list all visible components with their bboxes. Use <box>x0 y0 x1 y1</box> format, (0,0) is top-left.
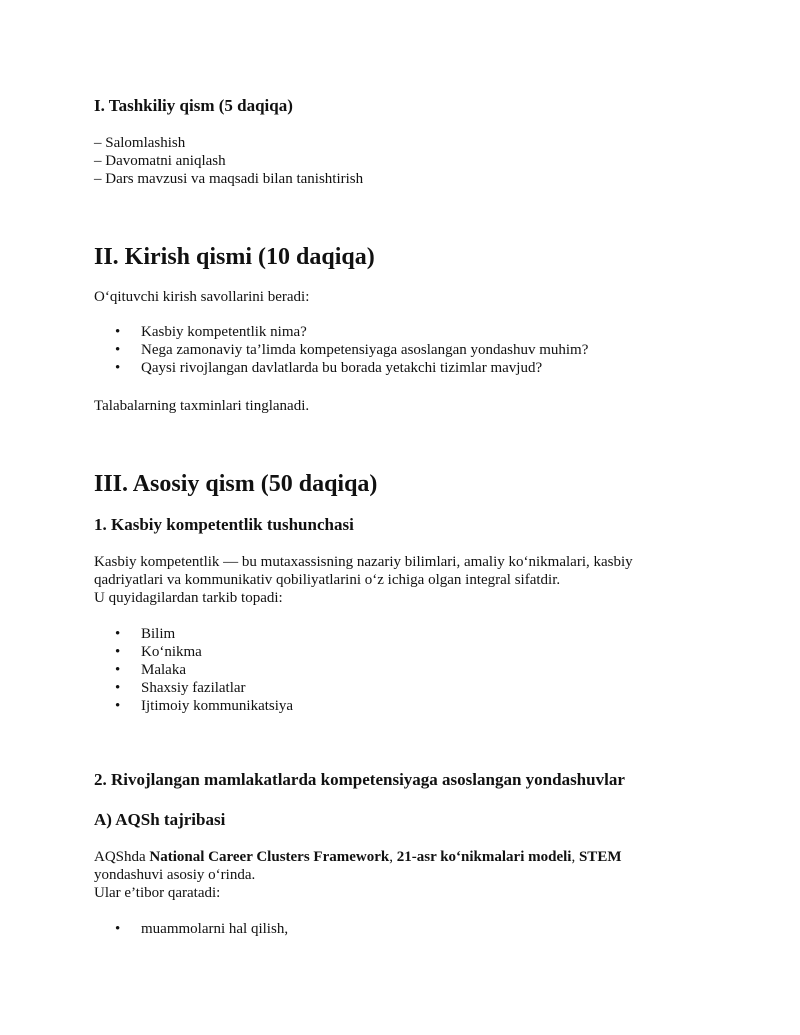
list-item: • Ko‘nikma <box>94 643 706 661</box>
list-item: • muammolarni hal qilish, <box>94 920 706 938</box>
list-item: • Shaxsiy fazilatlar <box>94 679 706 697</box>
section-2-intro-block <box>94 288 706 306</box>
bold-term: STEM <box>578 849 622 865</box>
section-2-outro: Talabalarning taxminlari tinglanadi. <box>94 398 310 414</box>
subsection-1-paragraph <box>94 553 706 607</box>
list-item: – Salomlashish <box>94 135 186 151</box>
paragraph-line: Kasbiy kompetentlik — bu mutaxassisning nazariy bilimlari, amaliy ko‘nikmalari, kasbiy <box>94 554 633 570</box>
list-item: • Nega zamonaviy ta’limda kompetensiyaga asoslangan yondashuv muhim? <box>94 341 706 359</box>
subsection-2 <box>94 770 706 790</box>
section-2-intro: O‘qituvchi kirish savollarini beradi: <box>94 289 310 305</box>
section-2-questions <box>94 323 706 377</box>
subsection-1 <box>94 515 706 535</box>
paragraph-line: U quyidagilardan tarkib topadi: <box>94 590 283 606</box>
section-1-heading: I. Tashkiliy qism (5 daqiqa) <box>94 96 293 115</box>
separator: , <box>389 849 397 865</box>
subsection-2a <box>94 810 706 830</box>
list-item: • Malaka <box>94 661 706 679</box>
section-3 <box>94 470 706 498</box>
paragraph-line: qadriyatlari va kommunikativ qobiliyatlarini o‘z ichiga olgan integral sifatdir. <box>94 572 561 588</box>
list-item: • Qaysi rivojlangan davlatlarda bu borada yetakchi tizimlar mavjud? <box>94 359 706 377</box>
paragraph-line <box>94 848 706 866</box>
paragraph-line: Ular e’tibor qaratadi: <box>94 885 221 901</box>
paragraph-line: yondashuvi asosiy o‘rinda. <box>94 867 256 883</box>
list-item: – Davomatni aniqlash <box>94 153 226 169</box>
bold-term: National Career Clusters Framework <box>149 849 390 865</box>
list-item: • Kasbiy kompetentlik nima? <box>94 323 706 341</box>
subsection-1-heading: 1. Kasbiy kompetentlik tushunchasi <box>94 515 354 534</box>
list-item: • Ijtimoiy kommunikatsiya <box>94 697 706 715</box>
section-2 <box>94 243 706 271</box>
list-item: – Dars mavzusi va maqsadi bilan tanishtirish <box>94 171 364 187</box>
section-1 <box>94 96 706 116</box>
paragraph-text: AQShda <box>94 849 150 865</box>
subsection-2a-list <box>94 920 706 938</box>
separator: , <box>571 849 579 865</box>
subsection-2a-paragraph <box>94 848 706 902</box>
subsection-2a-heading: A) AQSh tajribasi <box>94 810 226 829</box>
bold-term: 21-asr ko‘nikmalari modeli <box>396 849 572 865</box>
section-3-heading: III. Asosiy qism (50 daqiqa) <box>94 471 378 497</box>
list-item: • Bilim <box>94 625 706 643</box>
section-2-outro-block <box>94 397 706 415</box>
section-1-list <box>94 134 706 188</box>
subsection-2-heading: 2. Rivojlangan mamlakatlarda kompetensiyaga asoslangan yondashuvlar <box>94 770 625 789</box>
subsection-1-list <box>94 625 706 715</box>
section-2-heading: II. Kirish qismi (10 daqiqa) <box>94 244 375 270</box>
